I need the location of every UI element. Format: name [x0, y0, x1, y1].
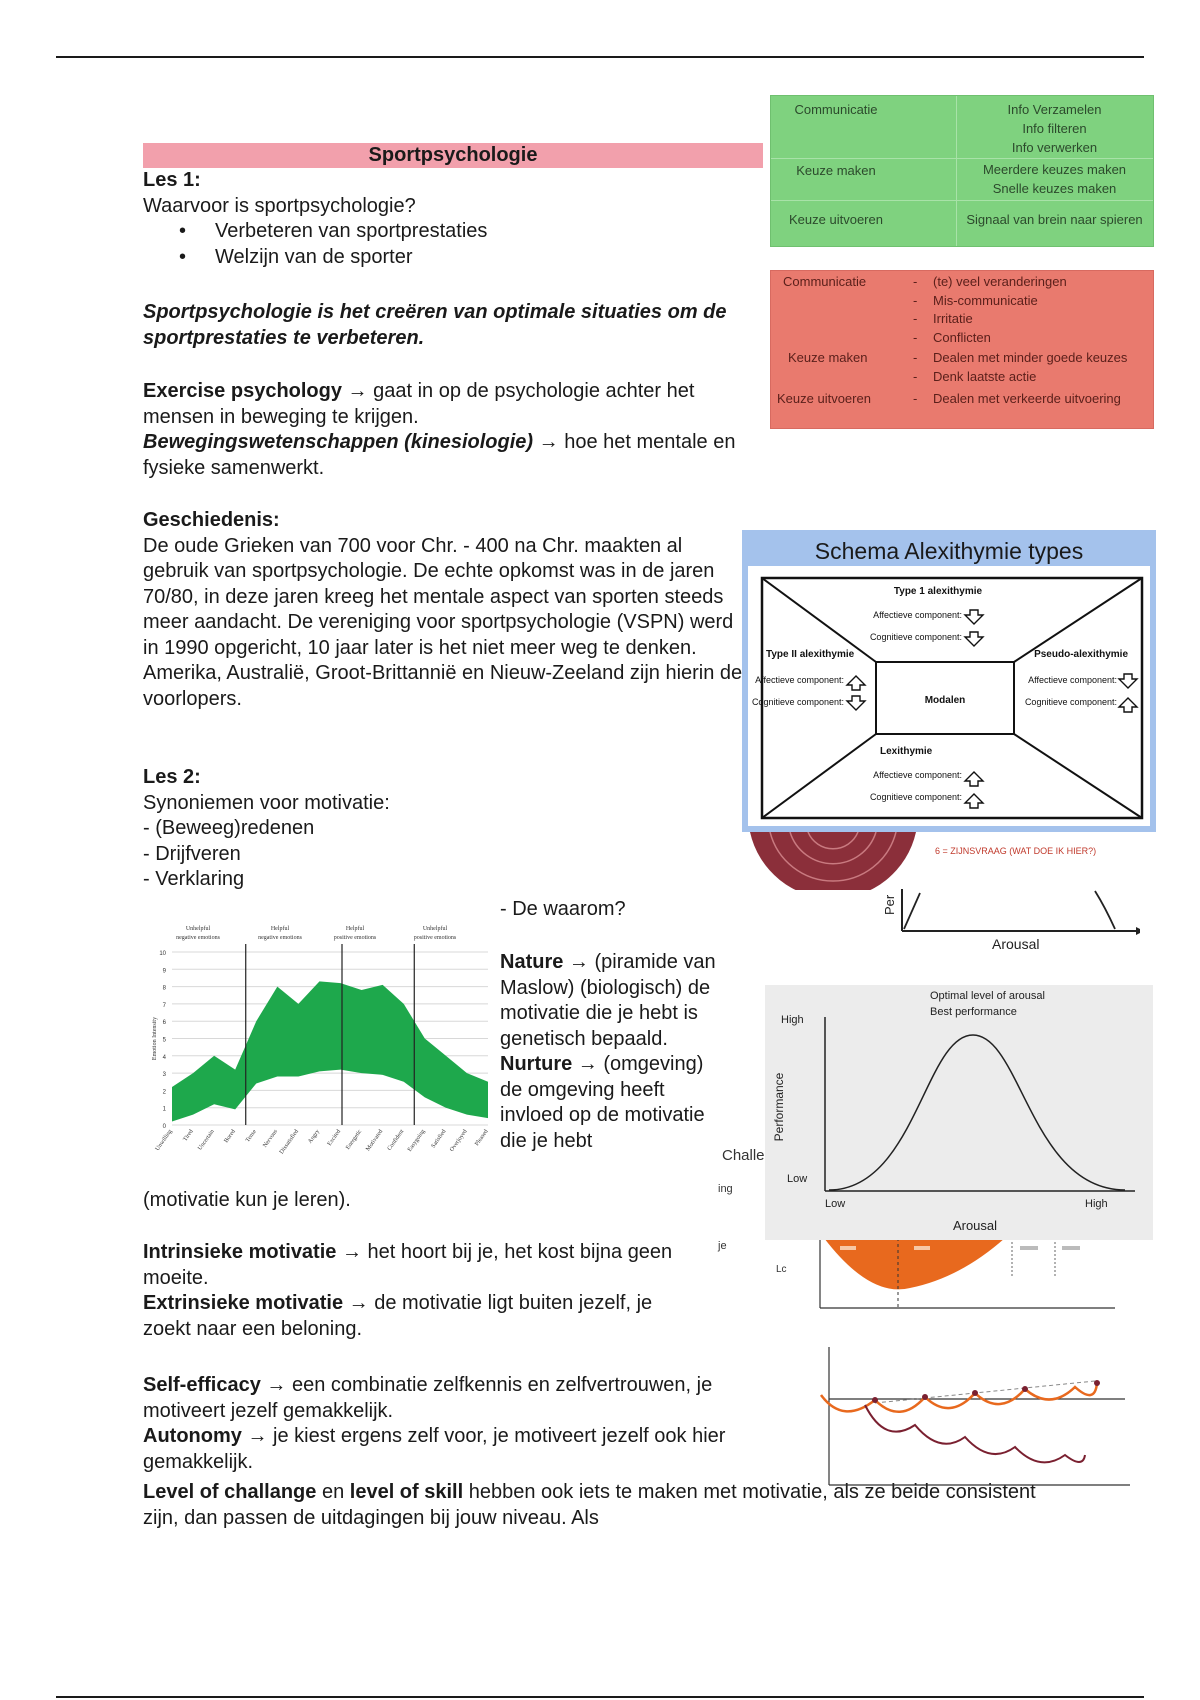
- table-cell-line: Meerdere keuzes maken: [982, 162, 1127, 177]
- arrow: →: [341, 1241, 362, 1263]
- zone-label: negative emotions: [176, 935, 220, 941]
- beweging-text: hoe het mentale en fysieke samenwerkt.: [143, 431, 736, 479]
- nurture-text: (omgeving) de omgeving heeft invloed op de motivatie die je hebt: [500, 1053, 705, 1152]
- list-item: • Verbeteren van sportprestaties: [215, 219, 763, 245]
- les2-heading: Les 2:: [143, 766, 201, 788]
- level-a: Level of challange: [143, 1481, 317, 1503]
- x-tick-label: Easygoing: [406, 1128, 427, 1153]
- x-tick-label: Pleased: [474, 1128, 490, 1148]
- dash: -: [913, 391, 918, 406]
- y-tick-label: 4: [162, 1054, 166, 1061]
- x-tick-label: Confident: [386, 1128, 406, 1152]
- zone-label: Unhelpful: [422, 926, 448, 932]
- arousal-chart-title: Optimal level of arousal: [930, 990, 1045, 1002]
- zone-label: Helpful: [345, 926, 365, 932]
- les1-section: [143, 168, 763, 270]
- autonomy-text: je kiest ergens zelf voor, je motiveert jezelf ook hier gemakkelijk.: [143, 1425, 726, 1473]
- table-cell-line: (te) veel veranderingen: [933, 274, 1067, 289]
- dash: - -: [913, 350, 918, 384]
- y-axis-label: Emotion Intensity: [152, 1016, 158, 1061]
- arrow-up-icon: [847, 676, 865, 690]
- alexithymie-schema: [742, 530, 1156, 832]
- arousal-chart: [765, 985, 1153, 1240]
- synoniemen-heading: Synoniemen voor motivatie:: [143, 791, 390, 814]
- table-cell-line: Info filteren: [1022, 121, 1087, 136]
- y-tick-label: 5: [162, 1037, 166, 1044]
- exercise-block: [143, 379, 763, 481]
- x-tick-label: Bored: [223, 1128, 237, 1145]
- x-tick-label: Excited: [326, 1128, 343, 1148]
- autonomy-term: Autonomy: [143, 1425, 242, 1447]
- table-cell: Keuze maken: [796, 163, 876, 178]
- x-low-label: Low: [825, 1198, 846, 1210]
- arousal-fragment-chart: [880, 885, 1140, 975]
- red-table: [770, 270, 1154, 429]
- top-cognitief: Cognitieve component:: [869, 632, 962, 642]
- table-cell: Signaal van brein naar spieren: [966, 212, 1143, 227]
- les1-heading: Les 1:: [143, 169, 201, 191]
- x-tick-label: Angry: [307, 1128, 322, 1145]
- bottom-cognitief: Cognitieve component:: [869, 792, 962, 802]
- table-cell: Dealen met verkeerde uitvoering: [933, 391, 1121, 406]
- arrow-up-icon: [965, 772, 983, 786]
- x-tick-label: Nervous: [262, 1128, 279, 1149]
- x-high-label: High: [1085, 1198, 1108, 1210]
- exercise-term: Exercise psychology: [143, 380, 342, 402]
- les1-bullets: [143, 219, 763, 270]
- synoniem-waarom: - De waarom?: [500, 898, 626, 920]
- les2-block: [143, 765, 543, 893]
- arrow-down-icon: [1119, 674, 1137, 688]
- arrow: →: [348, 1292, 369, 1314]
- selfeff-term: Self-efficacy: [143, 1374, 261, 1396]
- center-label: Modalen: [924, 695, 966, 706]
- synoniem: - Drijfveren: [143, 842, 241, 865]
- x-tick-label: Unwilling: [154, 1128, 174, 1153]
- arousal-fragment-label: Arousal: [992, 936, 1040, 952]
- nature-text: (piramide van Maslow) (biologisch) de motivatie die je hebt is genetisch bepaald.: [500, 951, 716, 1050]
- zone-label: negative emotions: [258, 935, 302, 941]
- table-cell-line: Conflicten: [933, 329, 991, 345]
- y-low-label: Low: [787, 1173, 808, 1185]
- geschiedenis-text: De oude Grieken van 700 voor Chr. - 400 na Chr. maakten al gebruik van sportpsychologie. De echte opkomst was in de jaren 70/80, in deze jaren kreeg het mentale aspect van sporten steeds meer aandacht. De vereniging voor sportpsychologie (VSPN) werd in 1990 opgericht, 10 jaar later is het niet meer weg te denken. Amerika, Australië, Groot-Brittannië en Nieuw-Zeeland zijn hierin de voorlopers.: [143, 534, 743, 710]
- x-tick-label: Tense: [245, 1128, 258, 1144]
- table-cell-line: Denk laatste actie: [933, 368, 1037, 384]
- bottom-affectief: Affectieve component:: [873, 770, 962, 780]
- table-row: [771, 96, 1153, 159]
- extrinsiek-term: Extrinsieke motivatie: [143, 1292, 344, 1314]
- les1-question: Waarvoor is sportpsychologie?: [143, 194, 416, 217]
- x-tick-label: Overjoyed: [449, 1128, 469, 1153]
- x-tick-label: Dissatisfied: [278, 1128, 301, 1156]
- table-cell: [956, 100, 1153, 157]
- arousal-chart-subtitle: Best performance: [930, 1006, 1017, 1018]
- left-cognitief: Cognitieve component:: [751, 697, 844, 707]
- nurture-term: Nurture: [500, 1053, 573, 1075]
- green-table: [770, 95, 1154, 247]
- table-cell-line: Mis-communicatie: [933, 292, 1038, 308]
- bottom-rule: [56, 1696, 1144, 1698]
- table-cell-line: Info verwerken: [1011, 140, 1098, 155]
- arrow: →: [247, 1425, 268, 1447]
- intrinsiek-term: Intrinsieke motivatie: [143, 1241, 337, 1263]
- right-cognitief: Cognitieve component:: [1024, 697, 1117, 707]
- table-cell: Communicatie: [783, 274, 867, 289]
- motivatie-block: [143, 1240, 703, 1342]
- table-cell: [933, 273, 1067, 347]
- arrow-down-icon: [965, 610, 983, 624]
- beweging-term: Bewegingswetenschappen (kinesiologie): [143, 431, 534, 453]
- y-axis-label: Performance: [772, 1072, 786, 1142]
- top-affectief: Affectieve component:: [873, 610, 962, 620]
- zone-label: positive emotions: [413, 935, 457, 941]
- y-tick-label: 6: [162, 1020, 166, 1027]
- zone-label: positive emotions: [333, 935, 377, 941]
- zinsvraag-fragment: 6 = ZIJNSVRAAG (WAT DOE IK HIER?): [935, 846, 1097, 856]
- table-cell: [956, 160, 1153, 198]
- right-affectief: Affectieve component:: [1028, 675, 1117, 685]
- arrow-up-icon: [1119, 698, 1137, 712]
- level-text: hebben ook iets te maken met motivatie, als ze beide consistent zijn, dan passen de uitdagingen bij jouw niveau. Als: [143, 1481, 1036, 1529]
- level-en: en: [321, 1481, 345, 1503]
- x-tick-label: Motivated: [365, 1128, 385, 1153]
- geschiedenis-block: [143, 508, 743, 712]
- target-fragment: [748, 832, 918, 890]
- y-tick-label: 2: [162, 1089, 166, 1096]
- nature-block: [500, 950, 730, 1154]
- y-tick-label: 1: [162, 1106, 166, 1113]
- table-cell-line: Dealen met minder goede keuzes: [933, 350, 1128, 365]
- synoniem: - (Beweeg)redenen: [143, 817, 315, 839]
- arrow: →: [538, 431, 559, 453]
- orange-curve-chart: [800, 1238, 1120, 1328]
- table-cell-line: Info Verzamelen: [1007, 102, 1102, 117]
- definition: Sportpsychologie is het creëren van optimale situaties om de sportprestaties te verbeteren.: [143, 301, 727, 349]
- table-cell: Communicatie: [794, 102, 878, 117]
- x-tick-label: Satisfied: [430, 1128, 448, 1150]
- zone-label: Unhelpful: [185, 926, 211, 932]
- table-cell-line: Snelle keuzes maken: [992, 181, 1117, 196]
- intrinsiek-text: het hoort bij je, het kost bijna geen moeite.: [143, 1241, 673, 1289]
- je-fragment: je: [718, 1240, 727, 1252]
- left-affectief: Affectieve component:: [755, 675, 844, 685]
- nature-term: Nature: [500, 951, 564, 973]
- table-row: [771, 200, 1153, 244]
- left-type-label: Type II alexithymie: [766, 649, 855, 660]
- bottom-type-label: Lexithymie: [880, 746, 933, 757]
- self-efficacy-block: [143, 1373, 783, 1475]
- y-tick-label: 0: [162, 1124, 166, 1130]
- arrow: →: [266, 1374, 287, 1396]
- arrow: →: [568, 951, 589, 973]
- x-tick-label: Tired: [182, 1128, 195, 1143]
- emotion-area: [172, 981, 488, 1121]
- top-rule: [56, 56, 1144, 58]
- right-type-label: Pseudo-alexithymie: [1034, 649, 1128, 660]
- y-tick-label: 9: [162, 968, 166, 975]
- emotion-chart: [150, 920, 495, 1158]
- top-type-label: Type 1 alexithymie: [893, 586, 983, 597]
- synoniem: - Verklaring: [143, 868, 245, 890]
- y-tick-label: 10: [159, 951, 166, 957]
- extrinsiek-text: de motivatie ligt buiten jezelf, je zoekt naar een beloning.: [143, 1292, 653, 1340]
- x-tick-label: Energetic: [345, 1128, 364, 1151]
- table-cell: [933, 349, 1127, 386]
- arrow: →: [577, 1053, 598, 1075]
- table-cell: Keuze maken: [788, 350, 868, 365]
- table-row: [771, 158, 1153, 201]
- nurture-continued: (motivatie kun je leren).: [143, 1189, 351, 1211]
- y-high-label: High: [781, 1014, 804, 1026]
- y-tick-label: 8: [162, 985, 166, 992]
- ing-fragment: ing: [718, 1183, 733, 1195]
- table-cell-line: Irritatie: [933, 311, 973, 326]
- level-b: level of skill: [349, 1481, 464, 1503]
- alexithymie-diagram: [748, 566, 1150, 826]
- selfeff-text: een combinatie zelfkennis en zelfvertrouwen, je motiveert jezelf gemakkelijk.: [143, 1374, 713, 1422]
- y-tick-label: 7: [162, 1002, 166, 1009]
- list-item: • Welzijn van de sporter: [215, 245, 763, 271]
- dash: - - - -: [913, 274, 918, 345]
- arrow-down-icon: [847, 696, 865, 710]
- y-tick-label: 3: [162, 1072, 166, 1079]
- arrow-down-icon: [965, 632, 983, 646]
- challe-fragment: Challe: [722, 1147, 765, 1164]
- wave-chart: [815, 1345, 1135, 1495]
- per-fragment: Per: [882, 894, 897, 915]
- exercise-text: gaat in op de psychologie achter het mensen in beweging te krijgen.: [143, 380, 695, 428]
- lc-fragment: Lc: [776, 1264, 787, 1275]
- x-tick-label: Uncertain: [197, 1128, 216, 1152]
- alexithymie-title: Schema Alexithymie types: [814, 538, 1084, 564]
- table-cell: Keuze uitvoeren: [789, 212, 883, 227]
- x-axis-label: Arousal: [952, 1218, 998, 1233]
- arrow-up-icon: [965, 794, 983, 808]
- table-cell: Keuze uitvoeren: [777, 391, 871, 406]
- geschiedenis-heading: Geschiedenis:: [143, 509, 280, 531]
- arrow: →: [347, 380, 368, 402]
- page-title: Sportpsychologie: [143, 143, 763, 168]
- zone-label: Helpful: [270, 926, 290, 932]
